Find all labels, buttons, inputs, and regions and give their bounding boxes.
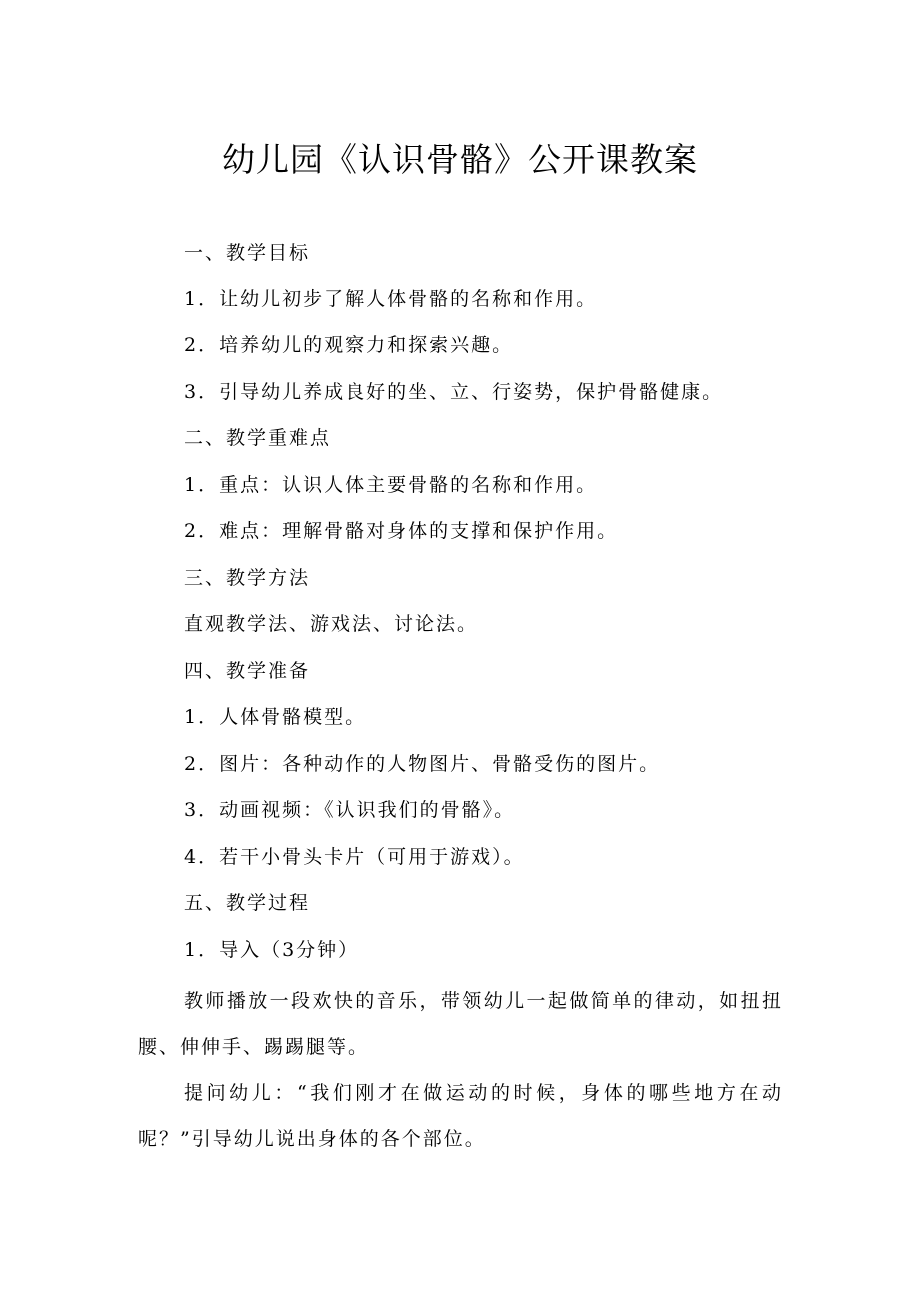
prep-item-3: 3．动画视频：《认识我们的骨骼》。 (184, 799, 516, 821)
process-paragraph-1: 教师播放一段欢快的音乐，带领幼儿一起做简单的律动，如扭扭腰、伸伸手、踢踢腿等。 (138, 990, 783, 1058)
goal-item-3: 3．引导幼儿养成良好的坐、立、行姿势，保护骨骼健康。 (184, 381, 724, 403)
section-heading-key-points: 二、教学重难点 (184, 427, 332, 449)
goal-item-1: 1．让幼儿初步了解人体骨骼的名称和作用。 (184, 288, 598, 310)
methods-text: 直观教学法、游戏法、讨论法。 (184, 613, 479, 635)
section-heading-methods: 三、教学方法 (184, 567, 311, 589)
process-paragraph-2: 提问幼儿：“我们刚才在做运动的时候，身体的哪些地方在动呢？”引导幼儿说出身体的各个部位。 (138, 1082, 783, 1150)
process-step-1: 1．导入（3分钟） (184, 939, 360, 961)
section-heading-goals: 一、教学目标 (184, 242, 311, 264)
goal-item-2: 2．培养幼儿的观察力和探索兴趣。 (184, 334, 514, 356)
prep-item-2: 2．图片：各种动作的人物图片、骨骼受伤的图片。 (184, 753, 661, 775)
section-heading-process: 五、教学过程 (184, 892, 311, 914)
document-title: 幼儿园《认识骨骼》公开课教案 (222, 140, 698, 179)
section-heading-preparation: 四、教学准备 (184, 660, 311, 682)
prep-item-4: 4．若干小骨头卡片（可用于游戏）。 (184, 846, 525, 868)
key-point-item-2: 2．难点：理解骨骼对身体的支撑和保护作用。 (184, 520, 619, 542)
key-point-item-1: 1．重点：认识人体主要骨骼的名称和作用。 (184, 474, 598, 496)
prep-item-1: 1．人体骨骼模型。 (184, 706, 367, 728)
